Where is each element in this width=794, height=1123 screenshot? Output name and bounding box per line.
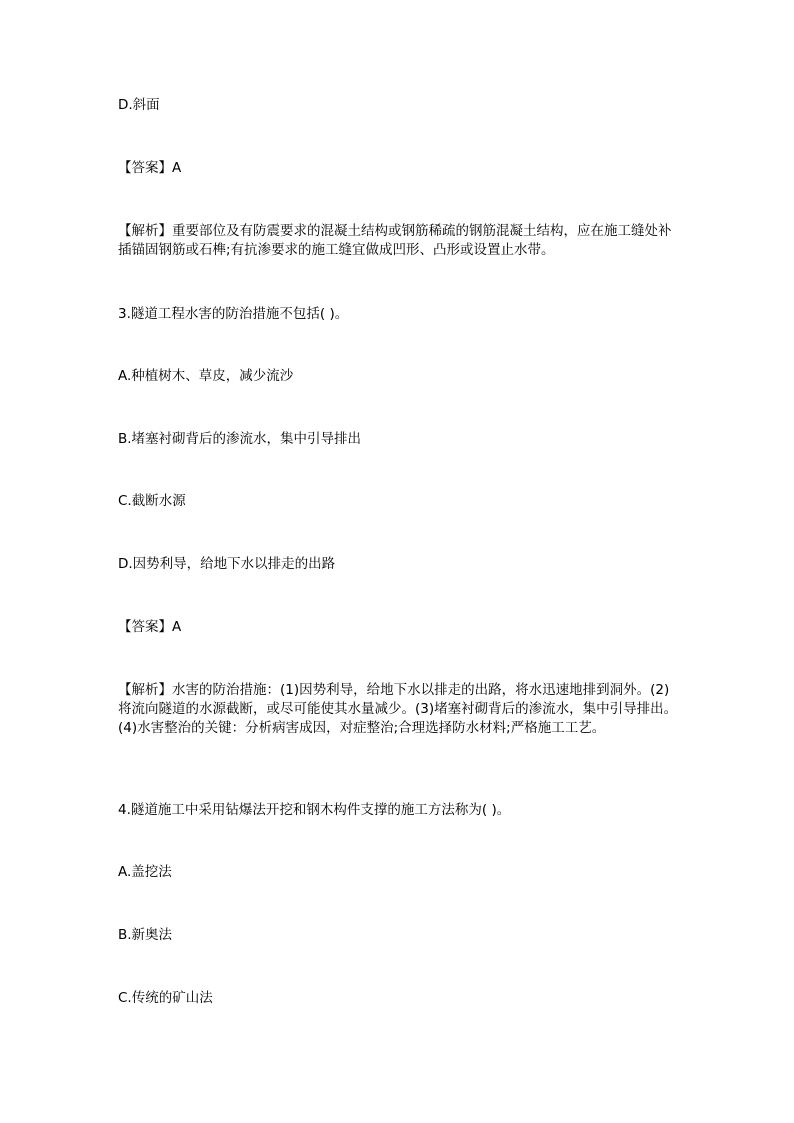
q2-analysis: 【解析】重要部位及有防震要求的混凝土结构或钢筋稀疏的钢筋混凝土结构，应在施工缝处补插锚固钢筋或石榫;有抗渗要求的施工缝宜做成凹形、凸形或设置止水带。 bbox=[118, 223, 672, 258]
q4-option-b: B.新奥法 bbox=[118, 927, 173, 943]
q4-stem: 4.隧道施工中采用钻爆法开挖和钢木构件支撑的施工方法称为( )。 bbox=[118, 802, 511, 818]
q3-option-c: C.截断水源 bbox=[118, 493, 186, 509]
q3-option-b: B.堵塞衬砌背后的渗流水，集中引导排出 bbox=[118, 431, 362, 447]
q3-option-d: D.因势利导，给地下水以排走的出路 bbox=[118, 556, 336, 572]
q3-answer: 【答案】A bbox=[118, 619, 182, 635]
q2-answer: 【答案】A bbox=[118, 160, 182, 176]
q4-option-a: A.盖挖法 bbox=[118, 864, 172, 880]
q3-option-a: A.种植树木、草皮，减少流沙 bbox=[118, 368, 294, 384]
q2-option-d: D.斜面 bbox=[118, 97, 160, 113]
q4-option-c: C.传统的矿山法 bbox=[118, 990, 213, 1006]
q3-analysis: 【解析】水害的防治措施：(1)因势利导，给地下水以排走的出路，将水迅速地排到洞外。(2)将流向隧道的水源截断，或尽可能使其水量减少。(3)堵塞衬砌背后的渗流水，集中引导排出。(4)水害整治的关键：分析病害成因，对症整治;合理选择防水材料;严格施工工艺。 bbox=[118, 682, 678, 736]
q3-stem: 3.隧道工程水害的防治措施不包括( )。 bbox=[118, 306, 349, 322]
